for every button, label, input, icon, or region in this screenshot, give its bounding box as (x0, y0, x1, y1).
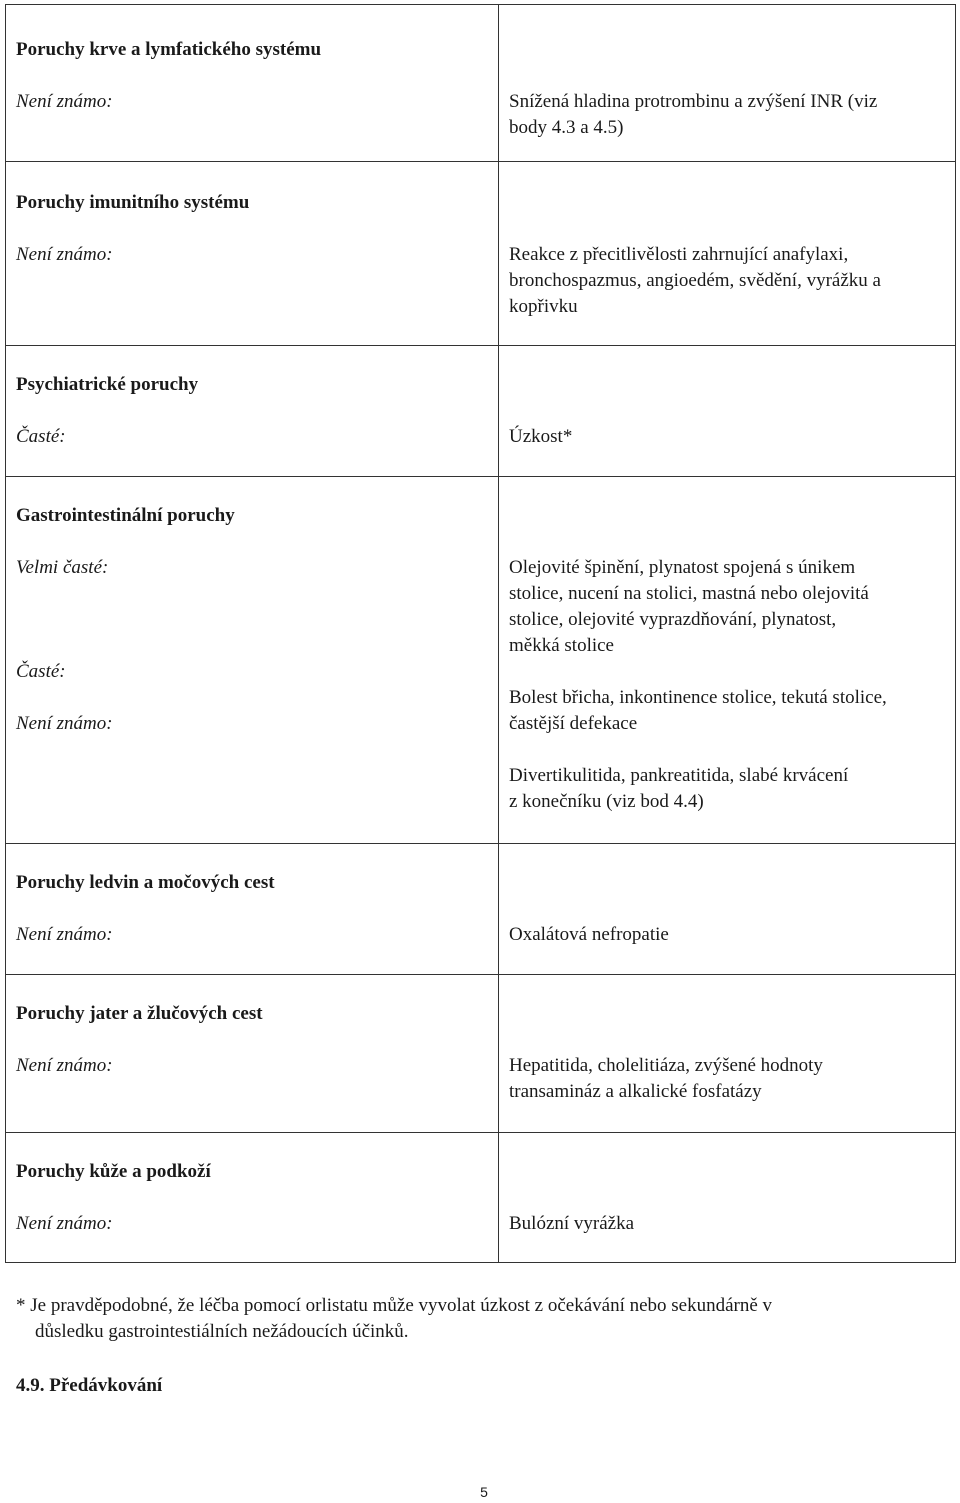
soc-title: Poruchy imunitního systému (16, 192, 250, 213)
effect-line: stolice, nucení na stolici, mastná nebo olejovitá (509, 583, 869, 604)
effects-cell (499, 5, 956, 162)
table-row (6, 844, 956, 975)
soc-cell (6, 975, 499, 1133)
table-row (6, 477, 956, 844)
effect-line: Bulózní vyrážka (509, 1213, 635, 1234)
effect-line: bronchospazmus, angioedém, svědění, vyrážku a (509, 270, 881, 291)
effect-line: body 4.3 a 4.5) (509, 117, 624, 138)
frequency-label: Není známo: (16, 713, 113, 734)
effect-line: Bolest břicha, inkontinence stolice, tekutá stolice, (509, 687, 887, 708)
effect-line: častější defekace (509, 713, 638, 734)
soc-title: Gastrointestinální poruchy (16, 505, 235, 526)
frequency-label: Není známo: (16, 244, 113, 265)
footnote-line: * Je pravděpodobné, že léčba pomocí orlistatu může vyvolat úzkost z očekávání nebo sekundárně v (16, 1295, 773, 1316)
effect-line: Olejovité špinění, plynatost spojená s únikem (509, 557, 856, 578)
effects-cell (499, 477, 956, 844)
page-number: 5 (480, 1484, 488, 1500)
table-row (6, 1133, 956, 1263)
table-row (6, 5, 956, 162)
effect-line: kopřivku (509, 296, 578, 317)
frequency-label: Není známo: (16, 1213, 113, 1234)
frequency-label: Časté: (16, 661, 66, 682)
effect-line: stolice, olejovité vyprazdňování, plynatost, (509, 609, 837, 630)
effects-cell (499, 844, 956, 975)
effect-line: Oxalátová nefropatie (509, 924, 669, 945)
soc-cell (6, 1133, 499, 1263)
effect-line: z konečníku (viz bod 4.4) (509, 791, 704, 812)
effect-line: Úzkost* (509, 426, 573, 447)
soc-title: Poruchy kůže a podkoží (16, 1161, 211, 1182)
frequency-label: Není známo: (16, 924, 113, 945)
effect-line: Hepatitida, cholelitiáza, zvýšené hodnoty (509, 1055, 823, 1076)
soc-title: Poruchy jater a žlučových cest (16, 1003, 263, 1024)
soc-title: Psychiatrické poruchy (16, 374, 199, 395)
effect-line: měkká stolice (509, 635, 614, 656)
soc-cell (6, 162, 499, 346)
soc-title: Poruchy krve a lymfatického systému (16, 39, 322, 60)
soc-cell (6, 5, 499, 162)
effect-line: Reakce z přecitlivělosti zahrnující anafylaxi, (509, 244, 849, 265)
effect-line: Divertikulitida, pankreatitida, slabé krvácení (509, 765, 849, 786)
effects-cell (499, 1133, 956, 1263)
frequency-label: Velmi časté: (16, 557, 109, 578)
frequency-label: Časté: (16, 426, 66, 447)
footnote-line: důsledku gastrointestiálních nežádoucích účinků. (35, 1321, 409, 1342)
footnote (16, 1293, 936, 1345)
effects-cell (499, 346, 956, 477)
table-row (6, 346, 956, 477)
table-row (6, 975, 956, 1133)
adverse-effects-table (5, 4, 956, 1263)
effect-line: Snížená hladina protrombinu a zvýšení INR (viz (509, 91, 878, 112)
soc-cell (6, 844, 499, 975)
effects-cell (499, 975, 956, 1133)
table-row (6, 162, 956, 346)
soc-cell (6, 346, 499, 477)
effects-cell (499, 162, 956, 346)
effect-line: transamináz a alkalické fosfatázy (509, 1081, 762, 1102)
soc-cell (6, 477, 499, 844)
frequency-label: Není známo: (16, 91, 113, 112)
section-heading: 4.9. Předávkování (16, 1375, 163, 1396)
frequency-label: Není známo: (16, 1055, 113, 1076)
soc-title: Poruchy ledvin a močových cest (16, 872, 275, 893)
